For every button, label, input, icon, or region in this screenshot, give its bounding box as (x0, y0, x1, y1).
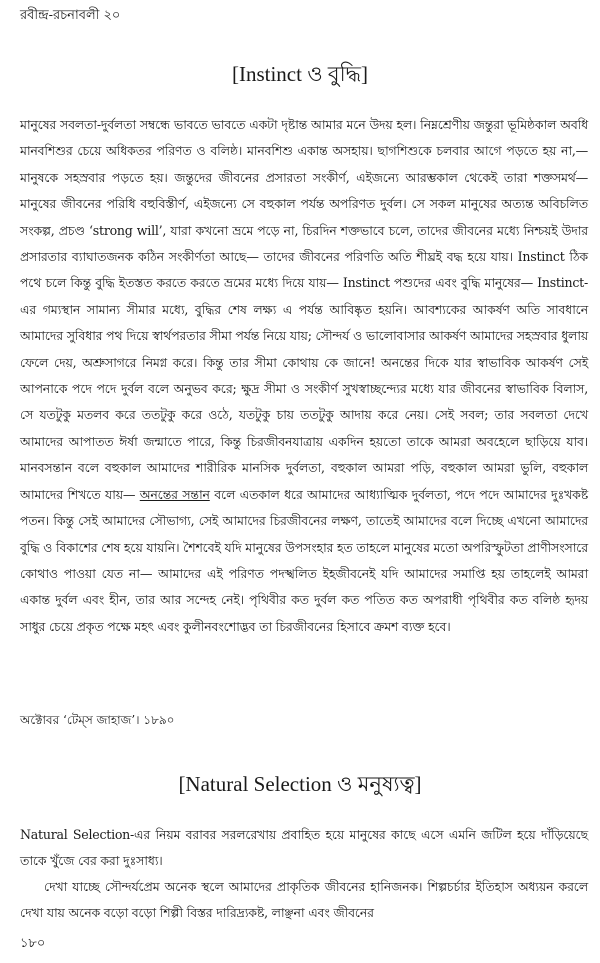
paragraph-text: বলে এতকাল ধরে আমাদের আধ্যাত্মিক দুর্বলতা, পদে পদে আমাদের দুঃখকষ্ট পতন। কিন্তু সেই আমাদের সৌভাগ্য, সেই আমাদের চিরজীবনের লক্ষণ, তাতেই আমাদের বলে দিচ্ছে এখনো আমাদের বুদ্ধি ও বিকাশের শেষ হয়ে যায়নি। শৈশবেই যদি মানুষের উপসংহার হত তাহলে মানুষের মতো অপরিস্ফুটতা প্রাণীসংসারে কোথাও পাওয়া যেত না— আমাদের এই পরিণত পদস্খলিত ইহজীবনেই যদি আমাদের সমাপ্তি হয় তাহলেই আমরা একান্ত দুর্বল এবং হীন, তার আর সন্দেহ নেই। পৃথিবীর কত দুর্বল কত পতিত কত অপরাধী পৃথিবীর কত বলিষ্ঠ হৃদয় সাধুর চেয়ে প্রকৃত পক্ষে মহৎ এবং কুলীনবংশোদ্ভব তা চিরজীবনের হিসাবে ক্রমশ ব্যক্ত হবে। (20, 486, 589, 634)
underlined-phrase: অনন্তের সন্তান (139, 486, 210, 502)
paragraph-instinct (20, 112, 588, 640)
paragraph-natural-selection: Natural Selection-এর নিয়ম বরাবর সরলরেখায় প্রবাহিত হয়ে মানুষের কাছে এসে এমনি জটিল হয়ে দাঁড়িয়েছে তাকে খুঁজে বের করা দুঃসাধ্য। (20, 827, 588, 869)
dateline: অক্টোবর ‘টেম্‌স জাহাজ’। ১৮৯০ (20, 713, 175, 727)
section-title-natural-selection: [Natural Selection ও মনুষ্যত্ব] (178, 772, 422, 796)
page-number: ১৮০ (20, 936, 46, 951)
running-head: রবীন্দ্র-রচনাবলী ২০ (20, 8, 121, 23)
paragraph-text: মানুষের সবলতা-দুর্বলতা সম্বন্ধে ভাবতে ভাবতে একটা দৃষ্টান্ত আমার মনে উদয় হল। নিম্নশ্রেণীয় জন্তুরা ভূমিষ্ঠকাল অবধি মানবশিশুর চেয়ে অধিকতর পরিণত ও বলিষ্ঠ। মানবশিশু একান্ত অসহায়। ছাগশিশুকে চলবার আগে পড়তে হয় না,— মানুষকে সহস্রবার পড়তে হয়। জন্তুদের জীবনের প্রসারতা সংকীর্ণ, এইজন্যে আরম্ভকাল থেকেই তারা শক্তসমর্থ— মানুষের জীবনের পরিধি বহুবিস্তীর্ণ, এইজন্যে সে বহুকাল পর্যন্ত অপরিণত দুর্বল। সে সকল মানুষের অত্যন্ত অবিচলিত সংকল্প, প্রচণ্ড ‘strong will’, যারা কখনো ভ্রমে পড়ে না, চিরদিন শক্তভাবে চলে, তাদের জীবনের মধ্যে নিশ্চয়ই উদার প্রসারতার ব্যাঘাতজনক কঠিন সংকীর্ণতা আছে— তাদের জীবনের পরিণতি অতি শীঘ্রই বদ্ধ হয়ে যায়। Instinct ঠিক পথে চলে কিন্তু বুদ্ধি ইতস্তত করতে করতে ভ্রমের মধ্যে দিয়ে যায়— Instinct পশুদের এবং বুদ্ধি মানুষের— Instinct-এর গম্যস্থান সামান্য সীমার মধ্যে, বুদ্ধির শেষ লক্ষ্য এ পর্যন্ত আবিষ্কৃত হয়নি। আবশ্যকের আকর্ষণ অতি সাবধানে আমাদের সুবিধার পথ দিয়ে স্বার্থপরতার সীমা পর্যন্ত নিয়ে যায়; সৌন্দর্য ও ভালোবাসার আকর্ষণ আমাদের সহস্রবার ধুলায় ফেলে দেয়, অশ্রুসাগরে নিমগ্ন করে। কিন্তু তার সীমা কোথায় কে জানে! অনন্তের দিকে যার স্বাভাবিক আকর্ষণ সেই আপনাকে পদে পদে দুর্বল বলে অনুভব করে; ক্ষুদ্র সীমা ও সংকীর্ণ সুখস্বাচ্ছন্দ্যের মধ্যে যার জীবনের স্বাভাবিক বিলাস, সে যতটুকু মতলব করে ততটুকু করে ওঠে, যতটুকু চায় ততটুকু আদায় করে নেয়। সেই সবল; তার সবলতা দেখে আমাদের আপাতত ঈর্ষা জন্মাতে পারে, কিন্তু চিরজীবনযাত্রায় একদিন হয়তো তাকে আমরা অবহেলে ছাড়িয়ে যাব। মানবসন্তান বলে বহুকাল আমাদের শারীরিক মানসিক দুর্বলতা, বহুকাল আমরা পড়ি, বহুকাল আমরা ভুলি, বহুকাল আমাদের শিখতে যায়— (20, 117, 588, 502)
section-title-instinct: [Instinct ও বুদ্ধি] (231, 62, 369, 86)
paragraph-beauty: দেখা যাচ্ছে সৌন্দর্যপ্রেম অনেক স্থলে আমাদের প্রাকৃতিক জীবনের হানিজনক। শিল্পচর্চার ইতিহাস অধ্যয়ন করলে দেখা যায় অনেক বড়ো বড়ো শিল্পী বিস্তর দারিদ্র্যকষ্ট, লাঞ্ছনা এবং জীবনের (20, 879, 588, 921)
